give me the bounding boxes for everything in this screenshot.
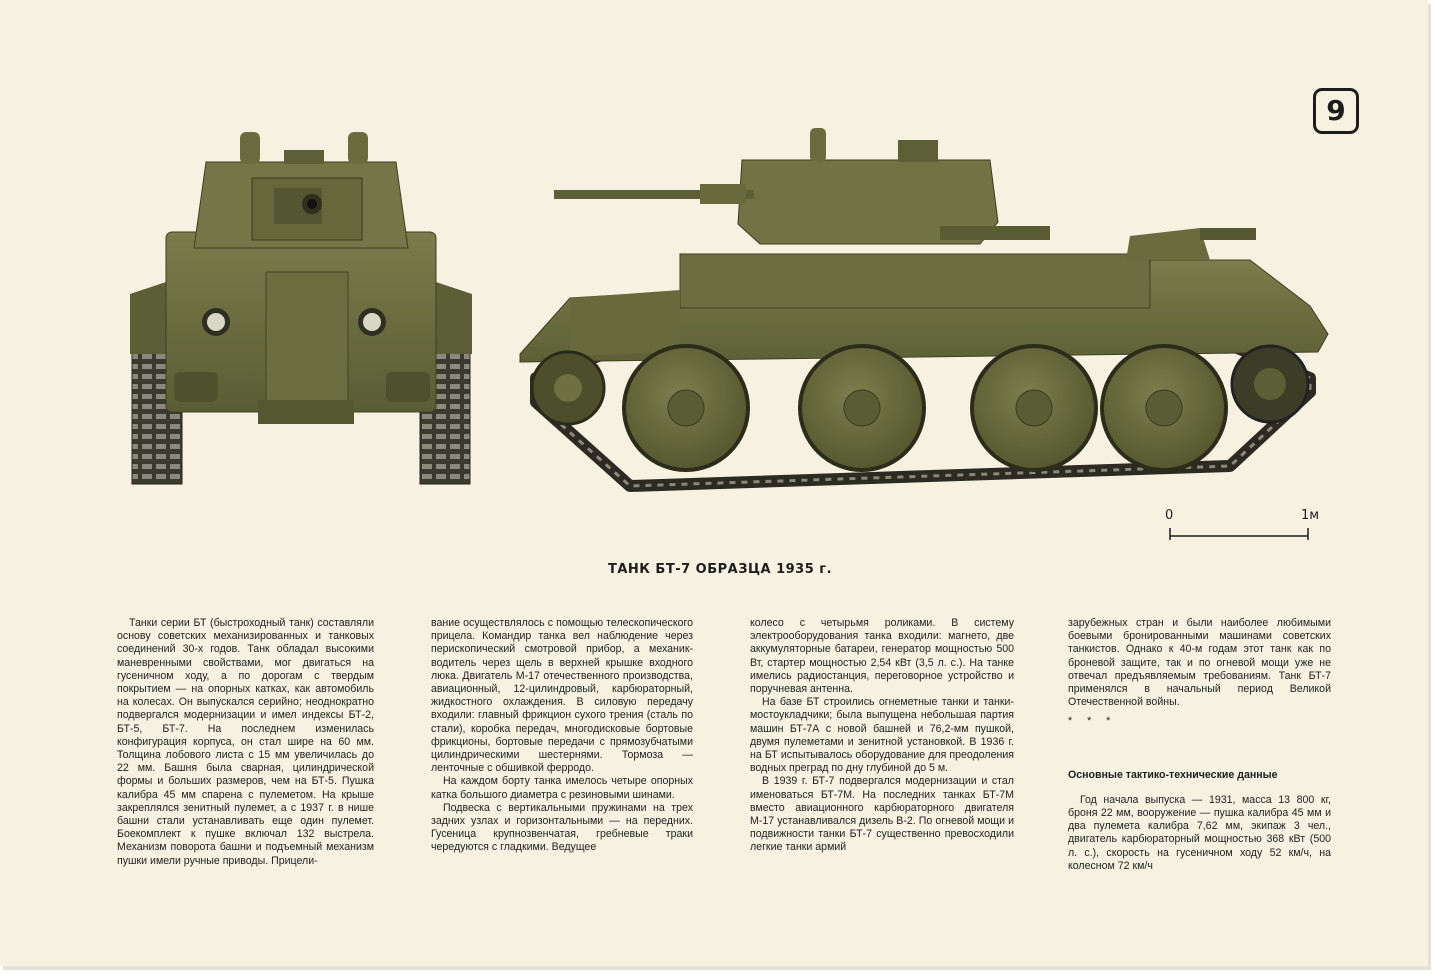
paragraph: На базе БТ строились огнеметные танки и танки-мостоукладчики; была выпущена небольшая партия машин БТ-7А с новой башней и 76,2-мм пушкой, двумя пулеметами и зенитной установкой. В 1936 г. на БТ испытывалось оборудование для преодоления водных преград по дну глубиной до 5 м. [750,696,1014,775]
paragraph: Подвеска с вертикальными пружинами на трех задних узлах и горизонтальными — на передних. Гусеница крупнозвенчатая, гребневые траки чередуются с гладкими. Ведущее [431,801,693,854]
tank-side-view-illustration [510,120,1344,492]
road-wheel [800,346,924,470]
paragraph: колесо с четырьмя роликами. В систему электрооборудования танка входили: магнето, две аккумуляторные батареи, генератор мощностью 500 Вт, стартер мощностью 2,54 кВт (3,5 л. с.). На танке имелись радиостанция, переговорное устройство и поручневая антенна. [750,617,1014,696]
text-column-3 [750,617,1014,855]
scale-bar [1160,508,1320,542]
paragraph: вание осуществлялось с помощью телескопического прицела. Командир танка вел наблюдение через перископический смотровой прибор, а механик-водитель через щель в верхней крышке входного люка. Двигатель М-17 отечественного производства, авиационный, 12-цилиндровый, карбюраторный, жидкостного охлаждения. В силовую передачу входили: главный фрикцион сухого трения (сталь по стали), коробка передач, многодисковые бортовые фрикционы, бортовые передачи с прямозубчатыми цилиндрическими шестернями. Тормоза — ленточные с обшивкой ферродо. [431,617,693,775]
paragraph: зарубежных стран и были наиболее любимыми боевыми бронированными машинами советских танкистов. Однако к 40-м годам этот танк как по броневой защите, так и по огневой мощи уже не отвечал предъявляемым требованиям. Танк БТ-7 применялся в начальный период Великой Отечественной войны. [1068,617,1331,709]
specifications-heading: Основные тактико-технические данные [1068,768,1278,781]
illustration-caption: ТАНК БТ-7 ОБРАЗЦА 1935 г. [607,562,833,577]
paragraph: На каждом борту танка имелось четыре опорных катка большого диаметра с резиновыми шинами. [431,775,693,801]
road-wheel [972,346,1096,470]
scale-zero-label: 0 [1165,508,1174,523]
paragraph: В 1939 г. БТ-7 подвергался модернизации и стал именоваться БТ-7М. На последних танках БТ-7М вместо авиационного карбюраторного двигателя М-17 устанавливался дизель В-2. По огневой мощи и подвижности танки БТ-7 существенно превосходили легкие танки армий [750,775,1014,854]
road-wheel [1102,346,1226,470]
tank-front-view-illustration [126,122,476,488]
scale-one-meter-label: 1м [1301,508,1320,523]
section-separator: * * * [1068,715,1117,728]
specifications-text: Год начала выпуска — 1931, масса 13 800 кг, броня 22 мм, вооружение — пушка калибра 45 мм и два пулемета калибра 7,62 мм, экипаж 3 чел., двигатель карбюраторный мощностью 368 кВт (500 л. с.), скорость на гусеничном ходу 52 км/ч, на колесном 72 км/ч [1068,793,1331,872]
text-column-2 [431,617,693,855]
road-wheel [624,346,748,470]
paragraph: Танки серии БТ (быстроходный танк) составляли основу советских механизированных и танковых соединений 30-х годов. Танк обладал высокими маневренными свойствами, мог двигаться на гусеничном ходу, а по дорогам с твердым покрытием — на опорных катках, как автомобиль на колесах. Он выпускался серийно; неоднократно подвергался модернизации и имел индексы БТ-2, БТ-5, БТ-7. На последнем изменилась конфигурация корпуса, он стал шире на 60 мм. Толщина лобового листа с 15 мм увеличилась до 22 мм. Башня была сварная, цилиндрической формы и больших размеров, чем на БТ-5. Пушка калибра 45 мм спарена с пулеметом. На крыше закреплялся зенитный пулемет, а с 1937 г. в нише башни стали устанавливать еще один пулемет. Боекомплект к пушке включал 132 выстрела. Механизм поворота башни и подъемный механизм пушки имели ручные приводы. Прицели- [117,617,374,867]
text-column-1 [117,617,374,868]
text-column-4 [1068,617,1331,873]
page-number-badge: 9 [1313,88,1359,134]
